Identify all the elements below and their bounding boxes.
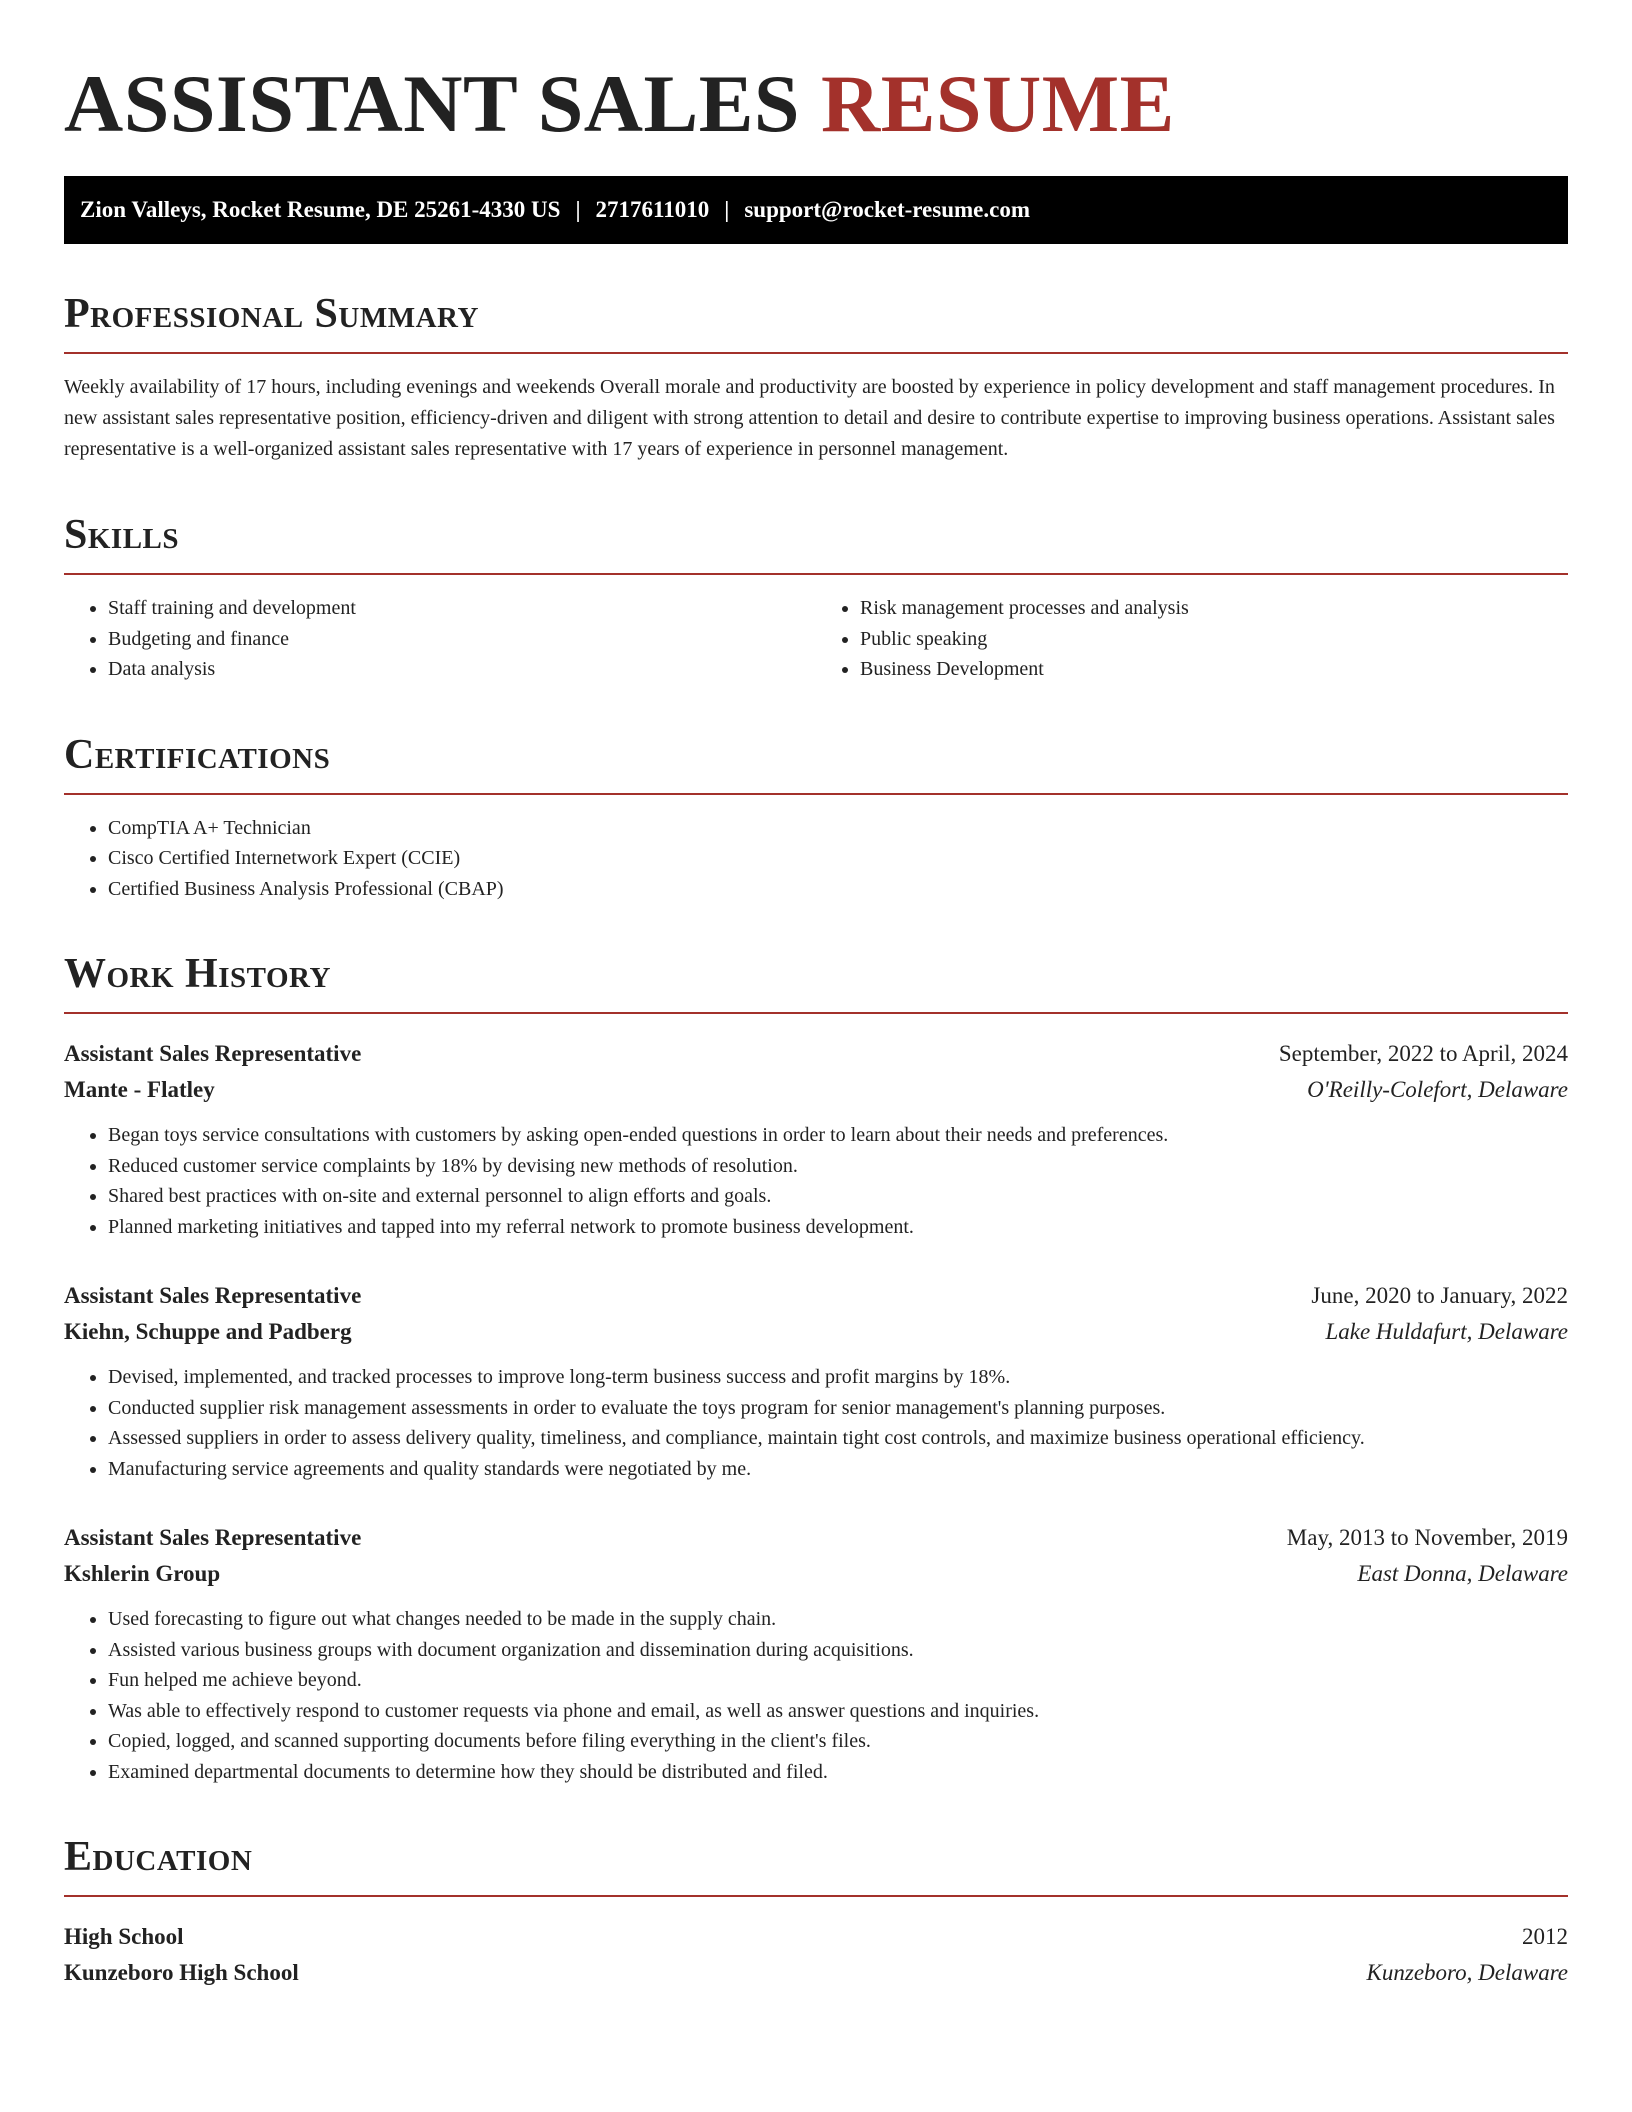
- contact-separator: |: [724, 197, 730, 222]
- skills-section: [64, 511, 1568, 685]
- job-entry: [64, 1278, 1568, 1484]
- certifications-heading: Certifications: [64, 731, 331, 778]
- education-school-row: [64, 1955, 1568, 1991]
- skill-item: • Budgeting and finance: [108, 624, 816, 655]
- certifications-list: [64, 813, 1568, 905]
- contact-phone: 2717611010: [595, 197, 710, 222]
- contact-address: Zion Valleys, Rocket Resume, DE 25261-4330 US: [80, 197, 561, 222]
- skill-item: • Data analysis: [108, 654, 816, 685]
- job-duty: • Copied, logged, and scanned supporting documents before filing everything in the client's files.: [108, 1726, 1568, 1757]
- section-divider: [64, 1012, 1568, 1014]
- job-duty: • Devised, implemented, and tracked processes to improve long-term business success and profit margins by 18%.: [108, 1362, 1568, 1393]
- job-title: Assistant Sales Representative: [64, 1283, 362, 1308]
- job-title: Assistant Sales Representative: [64, 1525, 362, 1550]
- job-duty: • Planned marketing initiatives and tapped into my referral network to promote business development.: [108, 1212, 1568, 1243]
- education-location: Kunzeboro, Delaware: [1366, 1960, 1568, 1985]
- job-header-row: [64, 1036, 1568, 1072]
- work-history-heading: Work History: [64, 951, 331, 997]
- job-location: O'Reilly-Colefort, Delaware: [1307, 1077, 1568, 1102]
- skills-list-left: [64, 593, 816, 685]
- certifications-section: [64, 731, 1568, 905]
- skills-heading: Skills: [64, 512, 180, 558]
- skill-item: • Public speaking: [860, 624, 1568, 655]
- job-duty: • Used forecasting to figure out what changes needed to be made in the supply chain.: [108, 1604, 1568, 1635]
- job-company-row: [64, 1072, 1568, 1108]
- job-location: Lake Huldafurt, Delaware: [1325, 1319, 1568, 1344]
- job-company-row: [64, 1556, 1568, 1592]
- section-divider: [64, 1895, 1568, 1897]
- education-section: [64, 1833, 1568, 1991]
- job-company-row: [64, 1314, 1568, 1350]
- work-history-section: [64, 950, 1568, 1787]
- job-entry: [64, 1036, 1568, 1242]
- education-heading: Education: [64, 1834, 253, 1880]
- education-entry: [64, 1919, 1568, 1991]
- section-divider: [64, 352, 1568, 354]
- skill-item: • Risk management processes and analysis: [860, 593, 1568, 624]
- summary-section: [64, 290, 1568, 465]
- job-company: Mante - Flatley: [64, 1077, 215, 1102]
- job-header-row: [64, 1520, 1568, 1556]
- education-school: Kunzeboro High School: [64, 1960, 299, 1985]
- job-duties-list: [64, 1362, 1568, 1484]
- title-main: ASSISTANT SALES: [64, 58, 801, 149]
- education-year: 2012: [1522, 1924, 1568, 1949]
- education-degree: High School: [64, 1924, 184, 1949]
- job-duty: • Began toys service consultations with customers by asking open-ended questions in order to learn about their needs and preferences.: [108, 1120, 1568, 1151]
- contact-bar: [64, 176, 1568, 244]
- certification-item: • CompTIA A+ Technician: [108, 813, 1568, 844]
- job-company: Kiehn, Schuppe and Padberg: [64, 1319, 352, 1344]
- skills-list-right: [816, 593, 1568, 685]
- contact-separator: |: [575, 197, 581, 222]
- summary-heading: Professional Summary: [64, 291, 479, 337]
- job-title: Assistant Sales Representative: [64, 1041, 362, 1066]
- job-duties-list: [64, 1120, 1568, 1242]
- job-duty: • Was able to effectively respond to customer requests via phone and email, as well as answer questions and inquiries.: [108, 1696, 1568, 1727]
- job-duty: • Conducted supplier risk management assessments in order to evaluate the toys program for senior management's planning purposes.: [108, 1393, 1568, 1424]
- contact-email: support@rocket-resume.com: [744, 197, 1030, 222]
- job-company: Kshlerin Group: [64, 1561, 221, 1586]
- job-duty: • Assisted various business groups with document organization and dissemination during acquisitions.: [108, 1635, 1568, 1666]
- job-header-row: [64, 1278, 1568, 1314]
- title-accent: RESUME: [821, 58, 1175, 149]
- skill-item: • Business Development: [860, 654, 1568, 685]
- job-duty: • Assessed suppliers in order to assess delivery quality, timeliness, and compliance, maintain tight cost controls, and maximize business operational efficiency.: [108, 1423, 1568, 1454]
- summary-text: Weekly availability of 17 hours, including evenings and weekends Overall morale and productivity are boosted by experience in policy development and staff management procedures. In new assistant sales representative position, efficiency-driven and diligent with strong attention to detail and desire to contribute expertise to improving business operations. Assistant sales representative is a well-organized assistant sales representative with 17 years of experience in personnel management.: [64, 376, 1555, 460]
- education-header-row: [64, 1919, 1568, 1955]
- certification-item: • Certified Business Analysis Professional (CBAP): [108, 874, 1568, 905]
- job-duty: • Shared best practices with on-site and external personnel to align efforts and goals.: [108, 1181, 1568, 1212]
- job-dates: September, 2022 to April, 2024: [1278, 1041, 1568, 1066]
- job-location: East Donna, Delaware: [1357, 1561, 1568, 1586]
- section-divider: [64, 573, 1568, 575]
- job-duty: • Fun helped me achieve beyond.: [108, 1665, 1568, 1696]
- job-entry: [64, 1520, 1568, 1787]
- skills-grid: [64, 593, 1568, 685]
- job-dates: May, 2013 to November, 2019: [1286, 1525, 1568, 1550]
- job-duty: • Manufacturing service agreements and quality standards were negotiated by me.: [108, 1454, 1568, 1485]
- job-duty: • Examined departmental documents to determine how they should be distributed and filed.: [108, 1757, 1568, 1788]
- job-dates: June, 2020 to January, 2022: [1311, 1283, 1568, 1308]
- skill-item: • Staff training and development: [108, 593, 816, 624]
- job-duty: • Reduced customer service complaints by 18% by devising new methods of resolution.: [108, 1151, 1568, 1182]
- section-divider: [64, 793, 1568, 795]
- job-duties-list: [64, 1604, 1568, 1787]
- resume-title: [64, 54, 1568, 154]
- certification-item: • Cisco Certified Internetwork Expert (CCIE): [108, 843, 1568, 874]
